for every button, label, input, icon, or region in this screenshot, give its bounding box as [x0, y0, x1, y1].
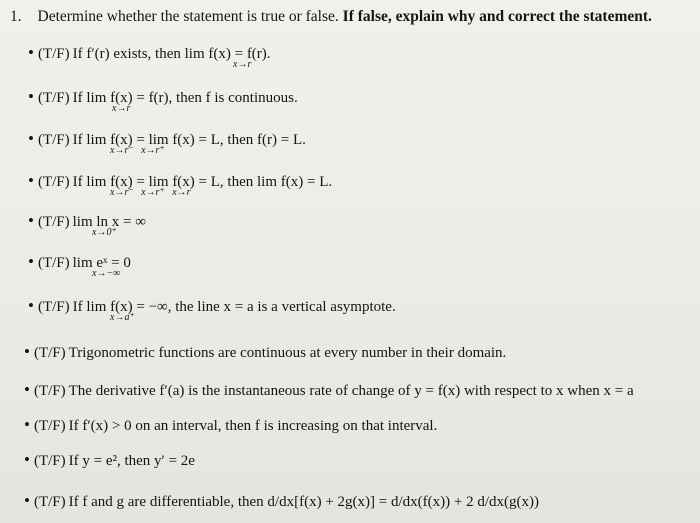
statement-text: If lim f(x) = −∞, the line x = a is a vertical asymptote. [72, 299, 396, 315]
statement-text: If f′(r) exists, then lim f(x) = f(r). [72, 46, 271, 62]
statement-text: If lim f(x) = f(r), then f is continuous. [72, 90, 298, 106]
question-instruction: Determine whether the statement is true or false. [37, 8, 339, 25]
statement-text: If lim f(x) = lim f(x) = L, then f(r) = L. [72, 132, 306, 148]
limit-subscript: x→r [233, 59, 252, 70]
statement-8: • (T/F) Trigonometric functions are continuous at every number in their domain. [24, 342, 507, 361]
limit-subscript: x→0⁺ [92, 227, 117, 238]
statement-text: If y = e², then y′ = 2e [68, 453, 195, 469]
question-bold-instruction: If false, explain why and correct the statement. [342, 8, 652, 25]
statement-4: • (T/F) If lim f(x) = lim f(x) = L, then lim f(x) = L. x→r⁻ x→r⁺ x→r [28, 171, 333, 198]
limit-subscript: x→−∞ [92, 268, 121, 279]
limit-subscript: x→r [112, 103, 131, 114]
limit-subscript: x→r⁻ x→r⁺ [110, 145, 165, 156]
statement-9: • (T/F) The derivative f′(a) is the instantaneous rate of change of y = f(x) with respect to x when x = a [24, 380, 634, 399]
statement-text: If lim f(x) = lim f(x) = L, then lim f(x) = L. [72, 174, 333, 190]
limit-subscript: x→r⁻ x→r⁺ x→r [110, 187, 191, 198]
statement-text: The derivative f′(a) is the instantaneous rate of change of y = f(x) with respect to x when x = a [68, 383, 634, 399]
statement-text: lim ln x = ∞ [72, 214, 146, 230]
statement-3: • (T/F) If lim f(x) = lim f(x) = L, then f(r) = L. x→r⁻ x→r⁺ [28, 129, 306, 156]
statement-2: • (T/F) If lim f(x) = f(r), then f is continuous. x→r [28, 87, 298, 114]
statement-6: • (T/F) lim eˣ = 0 x→−∞ [28, 252, 131, 279]
statement-text: If f′(x) > 0 on an interval, then f is increasing on that interval. [68, 418, 438, 434]
question-number: 1. [10, 8, 22, 25]
statement-text: Trigonometric functions are continuous at every number in their domain. [68, 345, 507, 361]
limit-subscript: x→a⁺ [110, 312, 135, 323]
statement-11: • (T/F) If y = e², then y′ = 2e [24, 450, 195, 469]
statement-text: If f and g are differentiable, then d/dx[f(x) + 2g(x)] = d/dx(f(x)) + 2 d/dx(g(x)) [68, 494, 539, 510]
statement-1: • (T/F) If f′(r) exists, then lim f(x) = f(r). x→r [28, 43, 271, 70]
statement-5: • (T/F) lim ln x = ∞ x→0⁺ [28, 211, 146, 238]
statement-7: • (T/F) If lim f(x) = −∞, the line x = a is a vertical asymptote. x→a⁺ [28, 296, 396, 323]
statement-10: • (T/F) If f′(x) > 0 on an interval, then f is increasing on that interval. [24, 415, 438, 434]
question-header [10, 8, 652, 26]
statement-text: lim eˣ = 0 [72, 255, 131, 271]
statement-12: • (T/F) If f and g are differentiable, then d/dx[f(x) + 2g(x)] = d/dx(f(x)) + 2 d/dx(g(x)) [24, 491, 539, 510]
